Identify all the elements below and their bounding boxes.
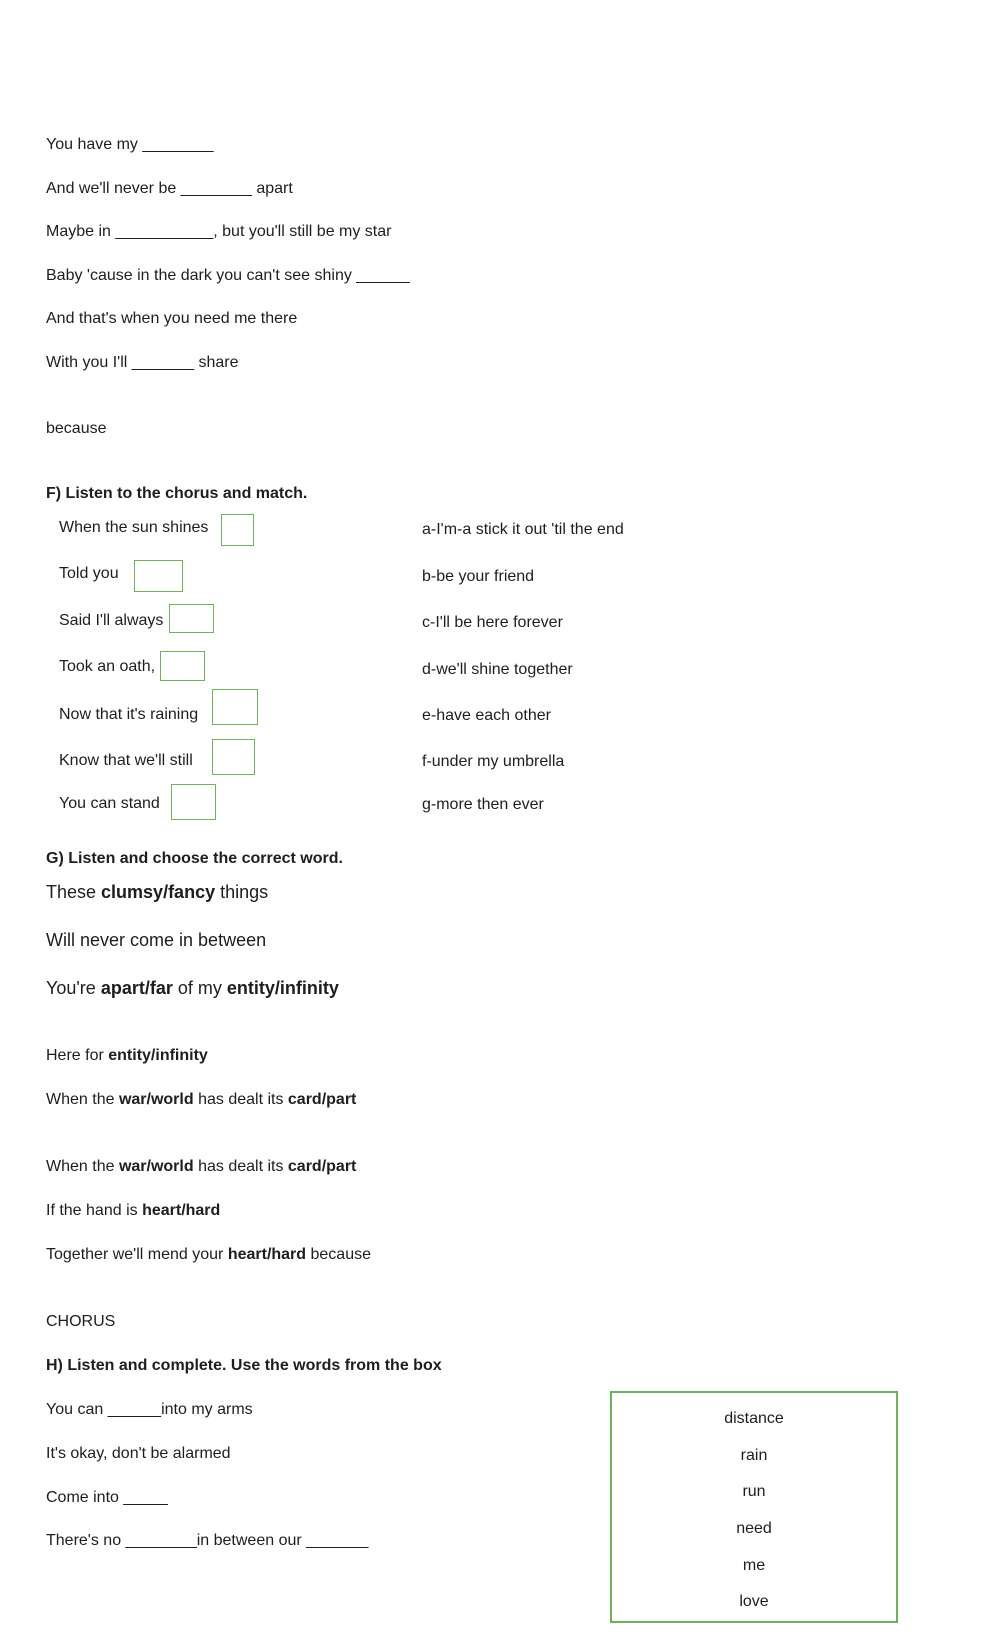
choose-line-8 — [46, 1246, 371, 1264]
answer-box-2[interactable] — [134, 560, 183, 592]
answer-box-4[interactable] — [160, 651, 205, 681]
choose-option-8[interactable]: card/part — [287, 1158, 357, 1175]
lyric-line-7: because — [46, 420, 107, 437]
lyric-line-2: And we'll never be ________ apart — [46, 180, 293, 197]
match-left-4: Took an oath, — [59, 658, 156, 675]
lyric-line-4: Baby 'cause in the dark you can't see shiny ______ — [46, 267, 410, 284]
word-box-item: distance — [724, 1410, 784, 1427]
match-left-5: Now that it's raining — [59, 706, 199, 723]
choose-line-6-text-a: When the — [46, 1158, 119, 1175]
match-right-g: g-more then ever — [422, 796, 544, 813]
choose-line-3 — [46, 978, 339, 999]
choose-line-1-text-a: These — [46, 882, 102, 902]
complete-line-1: You can ______into my arms — [46, 1401, 253, 1418]
choose-option-5[interactable]: war/world — [118, 1091, 194, 1108]
choose-option-2[interactable]: apart/far — [100, 978, 173, 998]
choose-line-5-text-c: has dealt its — [193, 1091, 288, 1108]
choose-line-7-text-a: If the hand is — [46, 1202, 143, 1219]
choose-line-7 — [46, 1202, 220, 1220]
choose-option-4[interactable]: entity/infinity — [108, 1047, 208, 1064]
choose-line-1 — [46, 882, 268, 903]
lyric-line-5: And that's when you need me there — [46, 310, 298, 327]
choose-option-3[interactable]: entity/infinity — [226, 978, 339, 998]
complete-line-2: It's okay, don't be alarmed — [46, 1445, 231, 1462]
match-right-a: a-I'm-a stick it out 'til the end — [422, 521, 624, 538]
complete-line-3: Come into _____ — [46, 1489, 168, 1506]
word-box-item: me — [742, 1557, 766, 1574]
choose-option-9[interactable]: heart/hard — [142, 1202, 221, 1219]
match-left-3: Said I'll always — [59, 612, 164, 629]
match-right-e: e-have each other — [422, 707, 551, 724]
choose-option-10[interactable]: heart/hard — [227, 1246, 307, 1263]
match-left-2: Told you — [59, 565, 119, 582]
word-box-item: run — [742, 1483, 766, 1500]
match-left-6: Know that we'll still — [59, 752, 193, 769]
match-right-b: b-be your friend — [422, 568, 535, 585]
word-box-item: need — [736, 1520, 772, 1537]
match-right-d: d-we'll shine together — [422, 661, 573, 678]
section-f-heading: F) Listen to the chorus and match. — [46, 485, 308, 502]
choose-line-4-text-a: Here for — [46, 1047, 109, 1064]
word-box-item: love — [739, 1593, 769, 1610]
choose-line-1-text-c: things — [215, 882, 269, 902]
choose-line-5-text-a: When the — [46, 1091, 119, 1108]
choose-line-4 — [46, 1047, 208, 1065]
chorus-label: CHORUS — [46, 1313, 116, 1330]
choose-line-8-text-a: Together we'll mend your — [46, 1246, 228, 1263]
answer-box-6[interactable] — [212, 739, 255, 775]
answer-box-5[interactable] — [212, 689, 258, 725]
match-left-1: When the sun shines — [59, 519, 209, 536]
match-right-f: f-under my umbrella — [422, 753, 565, 770]
answer-box-3[interactable] — [169, 604, 214, 633]
lyric-line-6: With you I'll _______ share — [46, 354, 239, 371]
choose-line-2: Will never come in between — [46, 930, 267, 950]
match-right-c: c-I'll be here forever — [422, 614, 563, 631]
lyric-line-1: You have my ________ — [46, 136, 214, 153]
section-h-heading: H) Listen and complete. Use the words from the box — [46, 1357, 442, 1374]
word-box-item: rain — [740, 1447, 768, 1464]
answer-box-1[interactable] — [221, 514, 254, 546]
choose-line-6-text-c: has dealt its — [193, 1158, 288, 1175]
match-left-7: You can stand — [59, 795, 160, 812]
choose-option-6[interactable]: card/part — [287, 1091, 357, 1108]
choose-option-1[interactable]: clumsy/fancy — [101, 882, 216, 902]
complete-line-4: There's no ________in between our _______ — [46, 1532, 369, 1549]
answer-box-7[interactable] — [171, 784, 216, 820]
word-box — [610, 1391, 898, 1623]
lyric-line-3: Maybe in ___________, but you'll still be my star — [46, 223, 392, 240]
choose-line-5 — [46, 1091, 356, 1109]
choose-line-8-text-c: because — [306, 1246, 371, 1263]
choose-line-6 — [46, 1158, 356, 1176]
choose-line-3-text-a: You're — [46, 978, 101, 998]
choose-line-3-text-c: of my — [172, 978, 227, 998]
choose-option-7[interactable]: war/world — [118, 1158, 194, 1175]
section-g-heading: G) Listen and choose the correct word. — [46, 850, 343, 867]
